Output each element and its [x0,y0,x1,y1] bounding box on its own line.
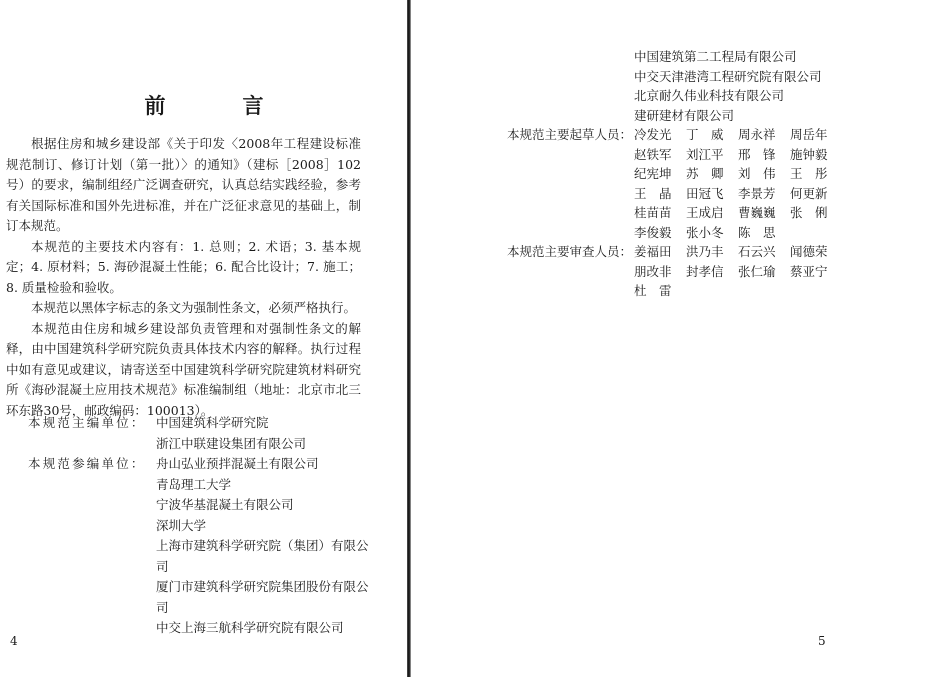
reviewers-grid [634,242,842,301]
person-name: 苏 卿 [686,166,724,181]
person-name: 冷发光 [634,127,672,142]
left-page [0,0,408,677]
drafters-row [507,125,842,242]
person-name: 石云兴 [738,244,776,259]
chief-units-list [156,413,376,454]
unit-item: 中国建筑科学研究院 [156,415,269,430]
person-name: 赵铁军 [634,146,672,162]
reviewers-label: 本规范主要审查人员： [507,244,633,259]
person-name: 杜 雷 [634,283,672,298]
book-gutter [407,0,411,677]
person-name: 田冠飞 [686,185,724,201]
person-name: 蔡亚宁 [790,263,828,279]
person-name: 李俊毅 [634,224,672,240]
person-name: 何更新 [790,185,828,201]
drafters-grid [634,125,842,242]
person-name: 李景芳 [738,185,776,201]
page-title: 前 言 [144,93,292,118]
page-number: 5 [818,634,826,648]
person-name: 闻德荣 [790,244,828,259]
reviewers-row [507,242,842,301]
drafters-label: 本规范主要起草人员： [507,127,633,142]
participating-units-label: 本规范参编单位： [28,456,146,471]
unit-item: 深圳大学 [156,517,207,533]
preface-paragraph: 本规范由住房和城乡建设部负责管理和对强制性条文的解释，由中国建筑科学研究院负责具体技术内容的解释。执行过程中如有意见或建议，请寄送至中国建筑科学研究院建筑材料研究所《海砂混凝土应用技术规范》标准编制组（地址：北京市北三环东路30号，邮政编码：100013）。 [6,320,361,418]
person-name: 陈 思 [738,224,776,240]
unit-item: 中交上海三航科学研究院有限公司 [156,620,344,635]
preface-paragraph: 根据住房和城乡建设部《关于印发〈2008年工程建设标准规范制订、修订计划（第一批）〉的通知》（建标［2008］102号）的要求，编制组经广泛调查研究，认真总结实践经验，参考有关国际标准和国外先进标准，并在广泛征求意见的基础上，制订本规范。 [6,136,361,233]
people-section [507,125,842,301]
person-name: 曹巍巍 [738,205,776,220]
unit-item: 厦门市建筑科学研究院集团股份有限公司 [156,579,369,615]
preface-body [6,134,361,421]
person-name: 纪宪坤 [634,166,672,181]
person-name: 周岳年 [790,127,828,142]
person-name: 丁 威 [686,127,724,142]
preface-paragraph: 本规范以黑体字标志的条文为强制性条文，必须严格执行。 [31,300,357,315]
unit-item: 宁波华基混凝土有限公司 [156,497,294,512]
chief-units-row [6,413,376,454]
right-page [412,0,950,677]
continued-units-list [634,47,822,125]
page-number: 4 [10,634,18,648]
person-name: 王成启 [686,205,724,220]
person-name: 张 俐 [790,205,828,220]
person-name: 王 彤 [790,166,828,181]
unit-item: 中国建筑第二工程局有限公司 [634,49,797,64]
preface-paragraph: 本规范的主要技术内容有：1. 总则；2. 术语；3. 基本规定；4. 原材料；5. 海砂混凝土性能；6. 配合比设计；7. 施工；8. 质量检验和验收。 [6,238,361,295]
unit-item: 中交天津港湾工程研究院有限公司 [634,68,822,84]
person-name: 张仁瑜 [738,263,776,279]
person-name: 封孝信 [686,263,724,279]
person-name: 刘江平 [686,146,724,162]
unit-item: 浙江中联建设集团有限公司 [156,435,307,451]
person-name: 邢 锋 [738,146,776,162]
person-name: 朋改非 [634,263,672,279]
unit-item: 上海市建筑科学研究院（集团）有限公司 [156,538,369,574]
chief-units-label: 本规范主编单位： [28,415,146,430]
unit-item: 建研建材有限公司 [634,107,735,123]
person-name: 洪乃丰 [686,244,724,259]
unit-item: 青岛理工大学 [156,476,232,492]
person-name: 施钟毅 [790,146,828,162]
person-name: 桂苗苗 [634,205,672,220]
person-name: 王 晶 [634,185,672,201]
participating-units-list [156,454,376,639]
unit-item: 舟山弘业预拌混凝土有限公司 [156,456,319,471]
person-name: 周永祥 [738,127,776,142]
person-name: 刘 伟 [738,166,776,181]
participating-units-row [6,454,376,639]
unit-item: 北京耐久伟业科技有限公司 [634,88,785,103]
units-section [6,413,376,639]
person-name: 张小冬 [686,224,724,240]
person-name: 姜福田 [634,244,672,259]
